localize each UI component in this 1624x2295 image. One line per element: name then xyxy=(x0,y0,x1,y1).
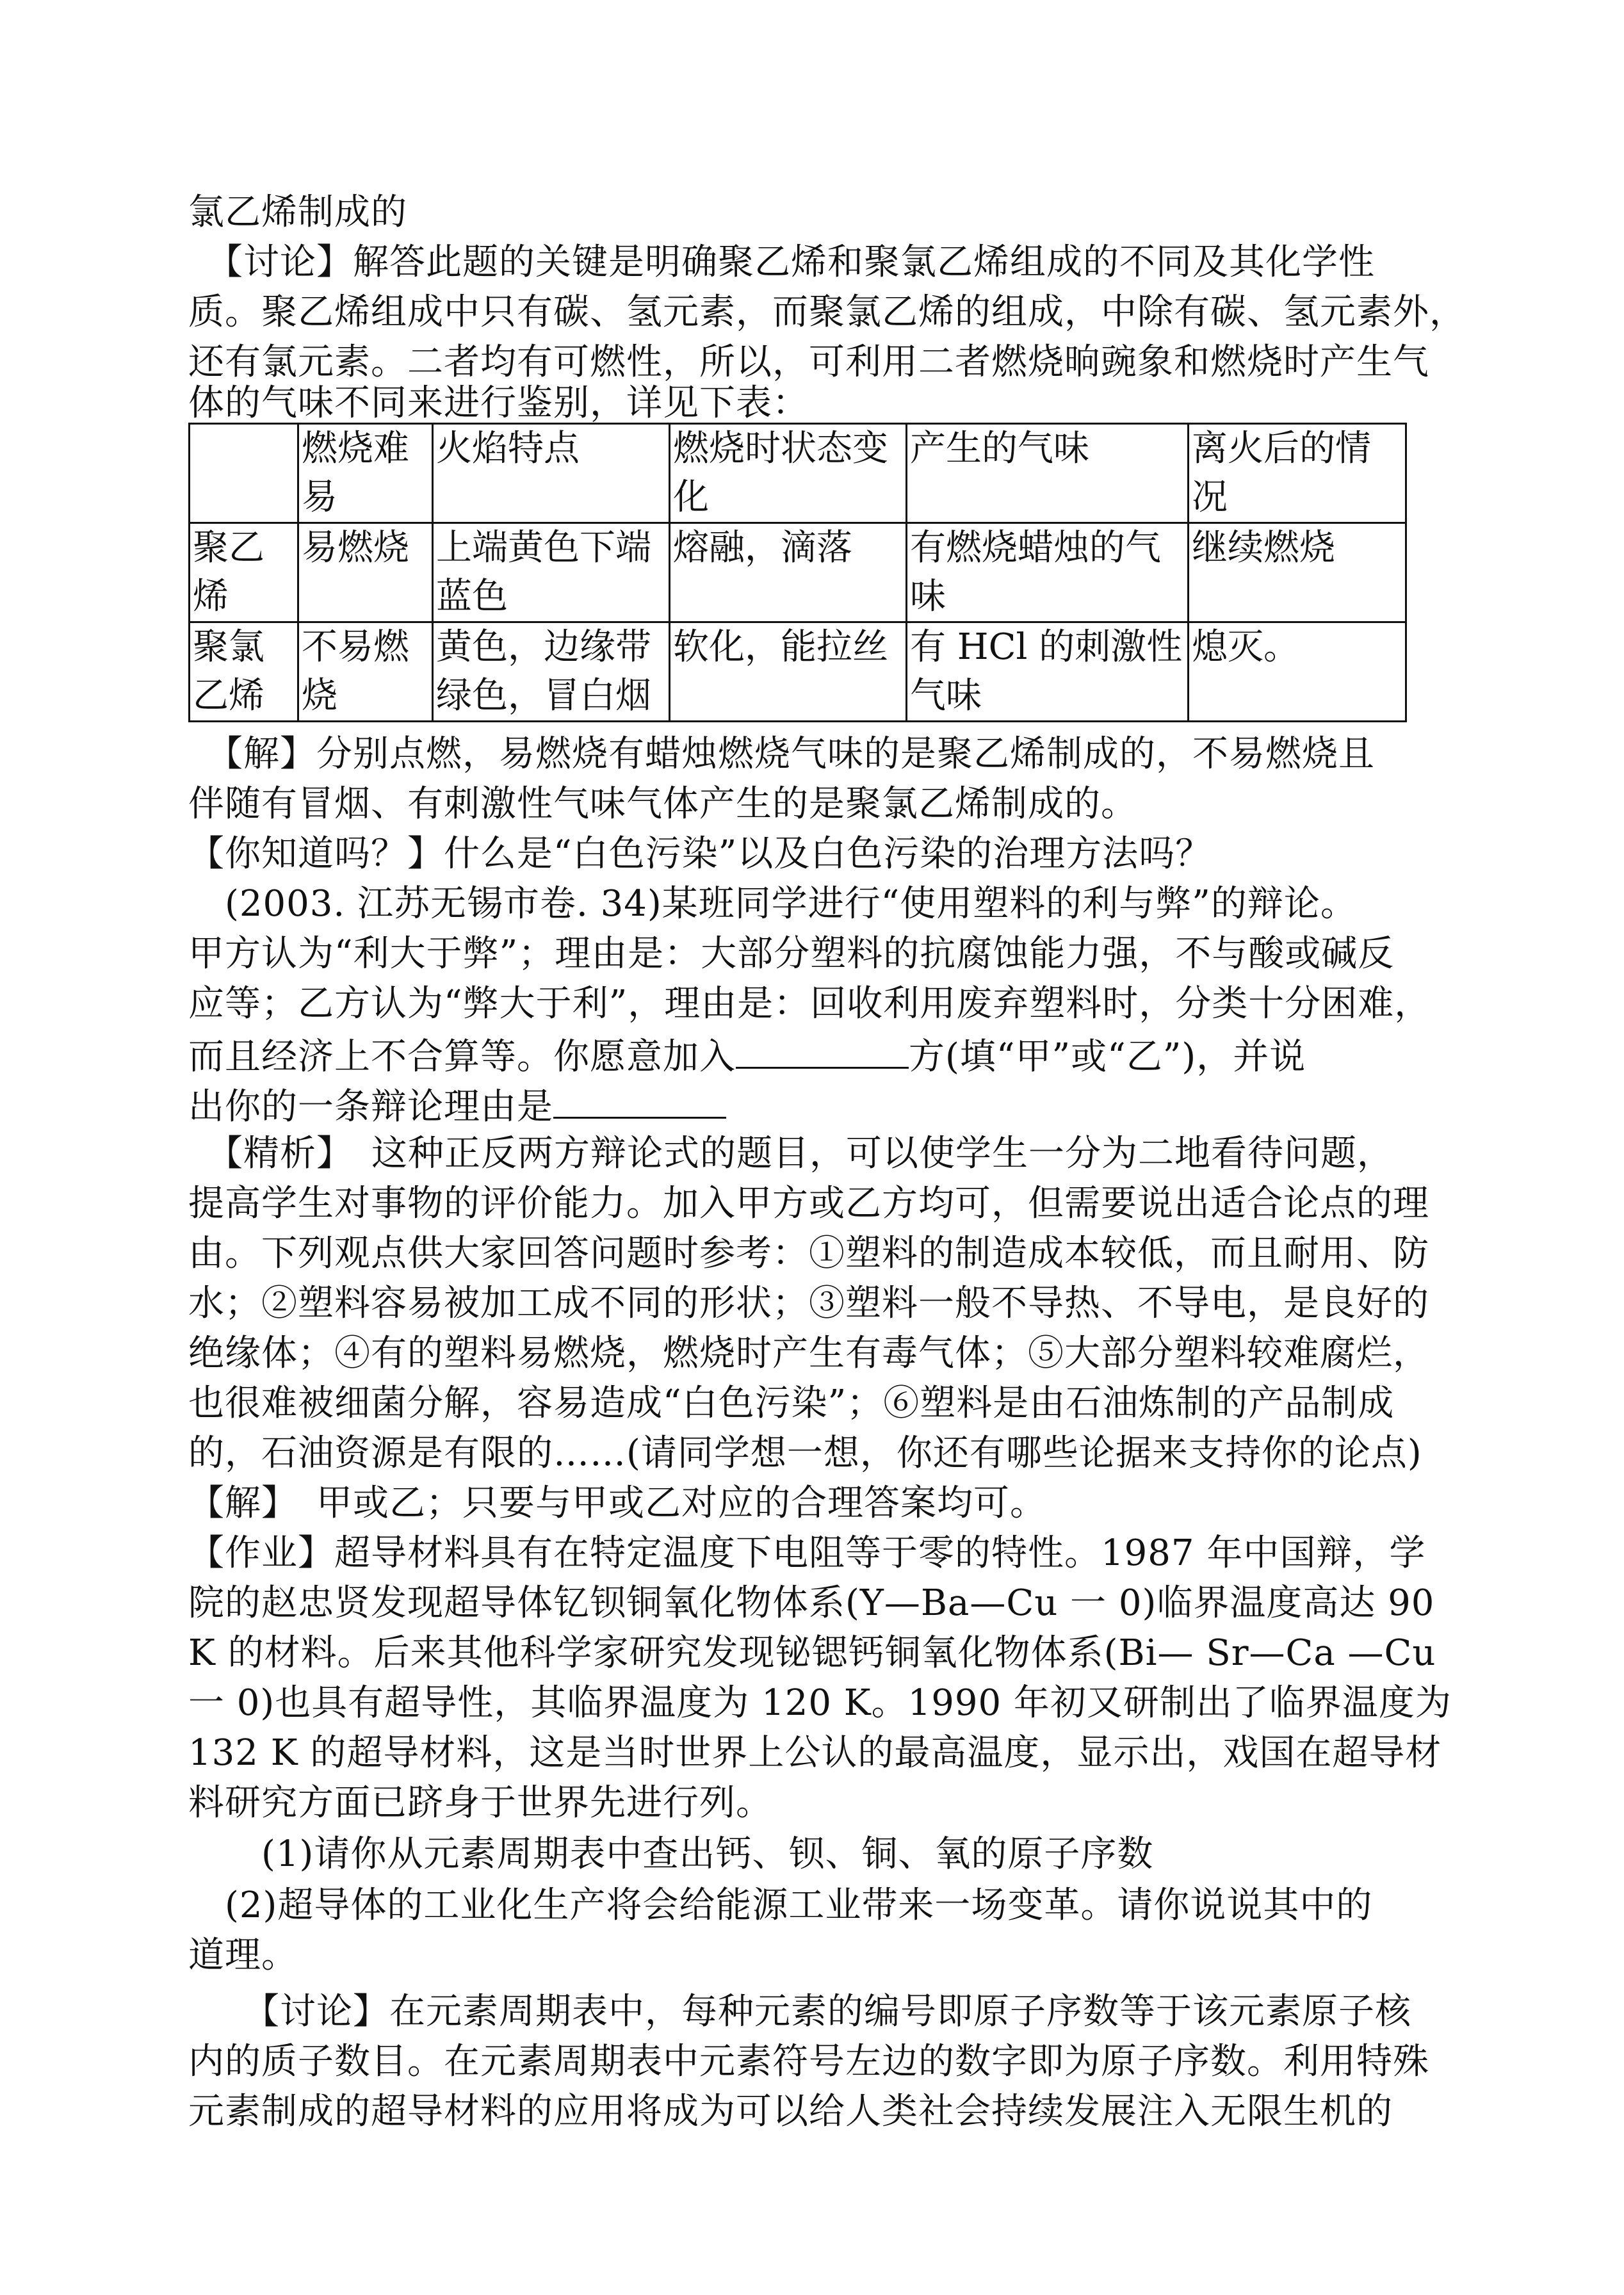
paragraph-line: 体的气味不同来进行鉴别，详见下表： xyxy=(188,382,809,424)
question-line: 应等；乙方认为“弊大于利”，理由是：回收利用废弃塑料时，分类十分困难， xyxy=(188,983,1431,1025)
paragraph-line: 【作业】超导材料具有在特定温度下电阻等于零的特性。1987 年中国辩，学 xyxy=(188,1532,1426,1574)
table-cell: 有燃烧蜡烛的气味 xyxy=(907,523,1189,622)
paragraph-line: 的，石油资源是有限的……(请同学想一想，你还有哪些论据来支持你的论点) xyxy=(188,1432,1422,1474)
paragraph-line: 提高学生对事物的评价能力。加入甲方或乙方均可，但需要说出适合论点的理 xyxy=(188,1183,1429,1224)
paragraph-line: 院的赵忠贤发现超导体钇钡铜氧化物体系(Y—Ba—Cu 一 0)临界温度高达 90 xyxy=(188,1582,1435,1624)
table-row xyxy=(190,523,1406,622)
question-line xyxy=(188,1080,1411,1131)
table-cell: 继续燃烧 xyxy=(1189,523,1406,622)
table-header-cell xyxy=(190,424,298,523)
table-cell: 聚乙烯 xyxy=(190,523,298,622)
table-cell: 不易燃烧 xyxy=(298,622,433,722)
paragraph-line: 【解】分别点燃，易燃烧有蜡烛燃烧气味的是聚乙烯制成的，不易燃烧且 xyxy=(188,733,1375,775)
question-text: 而且经济上不合算等。你愿意加入 xyxy=(188,1036,736,1078)
question-text: 出你的一条辩论理由是 xyxy=(188,1086,553,1128)
paragraph-line: 绝缘体；④有的塑料易燃烧，燃烧时产生有毒气体；⑤大部分塑料较难腐烂， xyxy=(188,1333,1429,1374)
paragraph-line: 元素制成的超导材料的应用将成为可以给人类社会持续发展注入无限生机的 xyxy=(188,2091,1393,2132)
table-cell: 熔融，滴落 xyxy=(670,523,907,622)
table-cell: 黄色，边缘带绿色，冒白烟 xyxy=(433,622,670,722)
paragraph-line: 道理。 xyxy=(188,1934,298,1976)
paragraph-line: 【解】 甲或乙；只要与甲或乙对应的合理答案均可。 xyxy=(188,1482,1046,1524)
question-line: (2003. 江苏无锡市卷. 34)某班同学进行“使用塑料的利与弊”的辩论。 xyxy=(188,883,1357,925)
paragraph-line: 【你知道吗？】什么是“白色污染”以及白色污染的治理方法吗？ xyxy=(188,833,1212,875)
paragraph-line: (2)超导体的工业化生产将会给能源工业带来一场变革。请你说说其中的 xyxy=(188,1885,1373,1926)
comparison-table xyxy=(188,423,1407,722)
paragraph-line: 【讨论】在元素周期表中，每种元素的编号即原子序数等于该元素原子核 xyxy=(188,1991,1411,2032)
paragraph-line: 【讨论】解答此题的关键是明确聚乙烯和聚氯乙烯组成的不同及其化学性 xyxy=(188,241,1375,283)
paragraph-line: 氯乙烯制成的 xyxy=(188,191,407,233)
table-header-cell: 燃烧难易 xyxy=(298,424,433,523)
paragraph-line: 一 0)也具有超导性，其临界温度为 120 K。1990 年初又研制出了临界温度为 xyxy=(188,1682,1452,1724)
paragraph-line: K 的材料。后来其他科学家研究发现铋锶钙铜氧化物体系(Bi— Sr—Ca —Cu xyxy=(188,1632,1436,1674)
table-row xyxy=(190,622,1406,722)
table-cell: 软化，能拉丝 xyxy=(670,622,907,722)
paragraph-line: 水；②塑料容易被加工成不同的形状；③塑料一般不导热、不导电，是良好的 xyxy=(188,1283,1429,1324)
paragraph-line: 伴随有冒烟、有刺激性气味气体产生的是聚氯乙烯制成的。 xyxy=(188,783,1137,825)
paragraph-line: 还有氯元素。二者均有可燃性，所以，可利用二者燃烧晌豌象和燃烧时产生气 xyxy=(188,341,1429,383)
question-line xyxy=(188,1030,1411,1082)
question-line: 甲方认为“利大于弊”；理由是：大部分塑料的抗腐蚀能力强，不与酸或碱反 xyxy=(188,933,1395,975)
table-cell: 易燃烧 xyxy=(298,523,433,622)
table-header-cell: 离火后的情况 xyxy=(1189,424,1406,523)
table-header-row xyxy=(190,424,1406,523)
paragraph-line: 料研究方面已跻身于世界先进行列。 xyxy=(188,1782,772,1824)
paragraph-line: 由。下列观点供大家回答问题时参考：①塑料的制造成本较低，而且耐用、防 xyxy=(188,1233,1429,1274)
question-text: 方(填“甲”或“乙”)，并说 xyxy=(909,1036,1306,1078)
table-header-cell: 燃烧时状态变化 xyxy=(670,424,907,523)
paragraph-line: 【精析】 这种正反两方辩论式的题目，可以使学生一分为二地看待问题， xyxy=(188,1133,1393,1174)
answer-blank-side[interactable] xyxy=(736,1030,909,1069)
table-cell: 上端黄色下端蓝色 xyxy=(433,523,670,622)
paragraph-line: 内的质子数目。在元素周期表中元素符号左边的数字即为原子序数。利用特殊 xyxy=(188,2041,1429,2082)
table-header-cell: 产生的气味 xyxy=(907,424,1189,523)
answer-blank-reason[interactable] xyxy=(553,1080,726,1119)
paragraph-line: 也很难被细菌分解，容易造成“白色污染”；⑥塑料是由石油炼制的产品制成 xyxy=(188,1383,1395,1424)
table-header-cell: 火焰特点 xyxy=(433,424,670,523)
paragraph-line: 质。聚乙烯组成中只有碳、氢元素，而聚氯乙烯的组成，中除有碳、氢元素外， xyxy=(188,291,1466,333)
table-cell: 熄灭。 xyxy=(1189,622,1406,722)
paragraph-line: 132 K 的超导材料，这是当时世界上公认的最高温度，显示出，戏国在超导材 xyxy=(188,1732,1442,1774)
paragraph-line: (1)请你从元素周期表中查出钙、钡、铜、氧的原子序数 xyxy=(188,1833,1154,1875)
table-cell: 有 HCl 的刺激性气味 xyxy=(907,622,1189,722)
table-cell: 聚氯乙烯 xyxy=(190,622,298,722)
